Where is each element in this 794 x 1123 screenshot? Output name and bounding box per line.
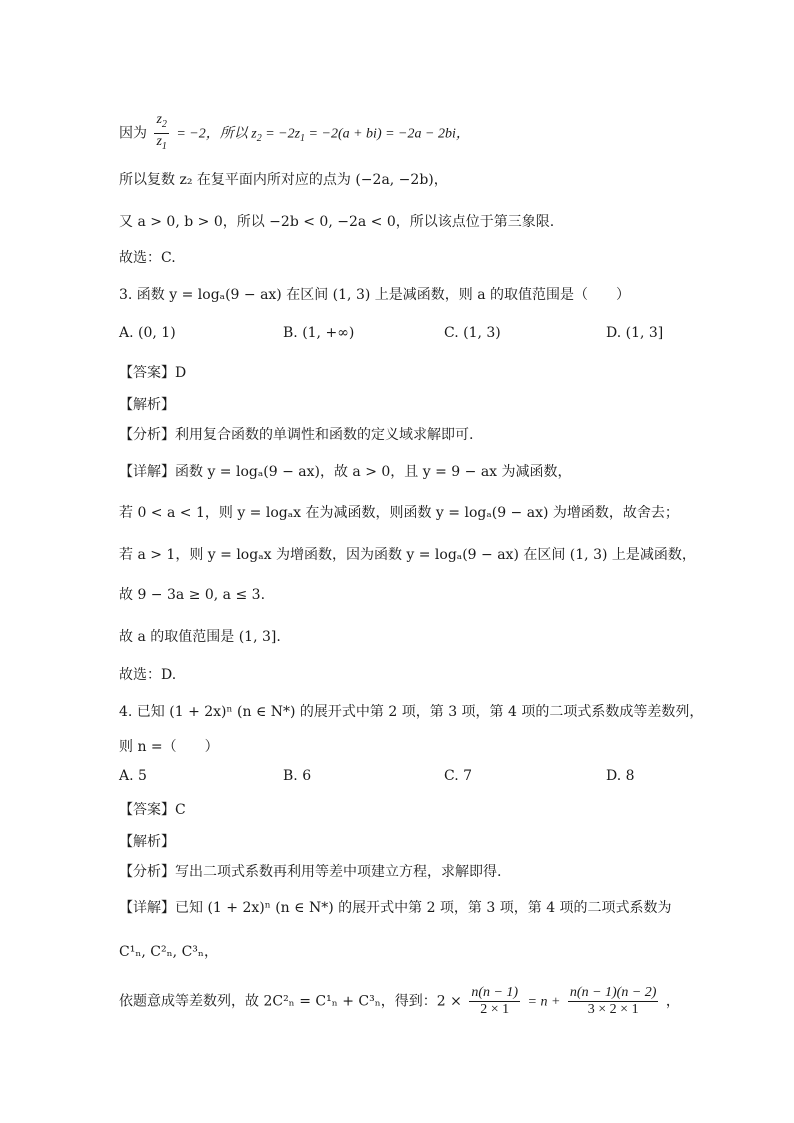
solution-line-1: 因为 $\frac{z_2}{z_1}$ = −2，所以 $z_2 = -2z_1 = -2(a + bi) = -2a - 2bi$，: [119, 112, 470, 155]
q4-fenxi: 【分析】写出二项式系数再利用等差中项建立方程，求解即得.: [119, 864, 502, 880]
q3-detail-3: 若 a > 1，则 y = logₐx 为增函数，因为函数 y = logₐ(9 − ax) 在区间 (1, 3) 上是减函数，: [119, 547, 696, 563]
q4-option-c: C. 7: [444, 768, 473, 784]
solution-line-4: 故选：C.: [119, 250, 176, 266]
q3-option-a: A. (0, 1): [119, 325, 176, 341]
q3-option-b: B. (1, +∞): [283, 325, 355, 341]
q3-detail-2: 若 0 < a < 1，则 y = logₐx 在为减函数，则函数 y = logₐ(9 − ax) 为增函数，故舍去；: [119, 505, 679, 521]
q3-fenxi: 【分析】利用复合函数的单调性和函数的定义域求解即可.: [119, 427, 474, 443]
text: 因为: [119, 125, 147, 142]
q3-detail-1: 【详解】函数 y = logₐ(9 − ax)，故 a > 0，且 y = 9 − ax 为减函数，: [119, 464, 572, 480]
q3-option-d: D. (1, 3]: [606, 325, 664, 341]
q4-option-b: B. 6: [283, 768, 312, 784]
question-4-line-1: 4. 已知 (1 + 2x)ⁿ (n ∈ N*) 的展开式中第 2 项，第 3 项，第 4 项的二项式系数成等差数列，: [119, 704, 704, 720]
solution-line-3: 又 a > 0, b > 0，所以 −2b < 0, −2a < 0，所以该点位于第三象限.: [119, 214, 555, 230]
fraction-z2-over-z1: $\frac{z_2}{z_1}$: [156, 112, 167, 152]
q4-detail-3: 依题意成等差数列，故 2C²ₙ = C¹ₙ + C³ₙ，得到：2 × $\frac{n(n - 1)}{2 \times 1}$ = n + $\frac{n(n - 1)(n - 2)}{3 \times 2 \times 1}$ ，: [119, 985, 680, 1017]
q3-answer: 【答案】D: [119, 365, 187, 381]
q4-option-a: A. 5: [119, 768, 147, 784]
question-3: 3. 函数 y = logₐ(9 − ax) 在区间 (1, 3) 上是减函数，则 a 的取值范围是（ ）: [119, 287, 631, 303]
q4-detail-1: 【详解】已知 (1 + 2x)ⁿ (n ∈ N*) 的展开式中第 2 项，第 3 项，第 4 项的二项式系数为: [119, 900, 672, 916]
q3-detail-4: 故 9 − 3a ≥ 0, a ≤ 3.: [119, 587, 266, 603]
q4-answer: 【答案】C: [119, 802, 186, 818]
q4-detail-2: C¹ₙ, C²ₙ, C³ₙ，: [119, 944, 218, 960]
q3-analysis-heading: 【解析】: [119, 397, 175, 413]
question-4-line-2: 则 n =（ ）: [119, 739, 219, 755]
fraction-2: $\frac{n(n - 1)(n - 2)}{3 \times 2 \times 1}$: [569, 985, 657, 1017]
q3-detail-5: 故 a 的取值范围是 (1, 3].: [119, 629, 281, 645]
solution-line-2: 所以复数 z₂ 在复平面内所对应的点为 (−2a, −2b)，: [119, 172, 448, 188]
q3-detail-6: 故选：D.: [119, 667, 177, 683]
q4-option-d: D. 8: [606, 768, 635, 784]
fraction-1: $\frac{n(n - 1)}{2 \times 1}$: [471, 985, 519, 1017]
q3-option-c: C. (1, 3): [444, 325, 501, 341]
q4-analysis-heading: 【解析】: [119, 834, 175, 850]
text: = −2，所以 z: [176, 126, 257, 142]
